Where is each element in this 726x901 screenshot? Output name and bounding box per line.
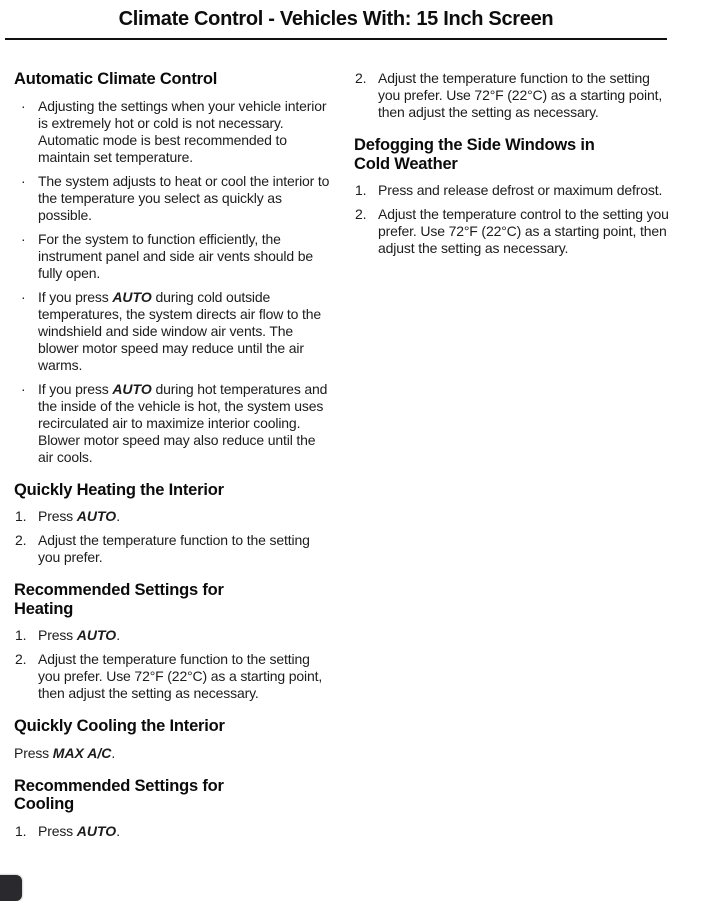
item-text <box>38 381 327 465</box>
item-number: 1. <box>15 627 27 643</box>
item-text <box>378 182 662 198</box>
section-heading: Recommended Settings for Heating <box>14 581 224 618</box>
item-text <box>38 173 329 223</box>
item-text <box>38 627 120 643</box>
text-run: Press <box>38 508 77 524</box>
numbered-item <box>354 70 670 121</box>
bullet-item <box>14 381 330 466</box>
text-run: . <box>116 822 120 839</box>
item-text <box>38 508 120 524</box>
numbered-list <box>354 182 670 257</box>
numbered-item <box>354 206 670 257</box>
item-text <box>378 206 669 256</box>
text-run: Press <box>14 744 53 761</box>
numbered-list <box>14 627 330 702</box>
title-rule <box>5 7 667 40</box>
bullet-list <box>14 98 330 466</box>
text-run: . <box>116 627 120 643</box>
item-number: 2. <box>355 206 367 222</box>
bullet-marker: · <box>21 380 26 397</box>
text-run: Adjust the temperature function to the setting you prefer. <box>38 532 310 565</box>
item-number: 1. <box>15 822 27 839</box>
text-run: during cold outside temperatures, the system directs air flow to the windshield and side window air vents. The blower motor speed may reduce until the air warms. <box>38 288 322 373</box>
item-number: 1. <box>15 508 27 524</box>
control-keyword: AUTO <box>76 822 117 839</box>
section-heading: Defogging the Side Windows in Cold Weather <box>354 136 595 173</box>
numbered-item <box>14 651 330 702</box>
section-heading: Quickly Heating the Interior <box>14 480 224 499</box>
bullet-item <box>14 173 330 224</box>
text-run: For the system to function efficiently, the instrument panel and side air vents should be fully open. <box>38 230 313 281</box>
section-heading: Recommended Settings for Cooling <box>14 776 224 813</box>
text-run: If you press <box>38 380 113 397</box>
numbered-list <box>14 508 330 566</box>
item-text <box>38 289 321 373</box>
numbered-list <box>354 70 670 121</box>
numbered-item <box>14 823 330 840</box>
control-keyword: AUTO <box>76 508 117 524</box>
item-number: 2. <box>355 70 367 86</box>
bullet-marker: · <box>21 172 26 189</box>
text-run: . <box>116 508 120 524</box>
column-left <box>14 70 330 847</box>
item-text <box>38 532 310 565</box>
item-text <box>38 231 313 281</box>
text-run: Adjust the temperature function to the setting you prefer. Use 72°F (22°C) as a starting point, then adjust the setting as necessary. <box>38 651 323 701</box>
control-keyword: MAX A/C <box>52 744 112 761</box>
text-run: Adjust the temperature function to the setting you prefer. Use 72°F (22°C) as a starting point, then adjust the setting as necessary. <box>378 70 663 120</box>
item-text <box>38 98 326 165</box>
bullet-marker: · <box>21 97 26 114</box>
section-heading: Quickly Cooling the Interior <box>14 717 225 735</box>
numbered-item <box>14 627 330 644</box>
numbered-item <box>354 182 670 199</box>
text-run: Press and release defrost or maximum defrost. <box>378 182 663 198</box>
item-number: 2. <box>15 532 27 548</box>
control-keyword: AUTO <box>112 380 152 397</box>
item-text <box>38 651 322 701</box>
item-text <box>378 70 662 120</box>
text-run: . <box>111 744 116 761</box>
item-number: 1. <box>355 182 367 198</box>
paragraph <box>14 745 330 762</box>
control-keyword: AUTO <box>76 627 117 643</box>
numbered-item <box>14 532 330 566</box>
bullet-marker: · <box>21 288 26 305</box>
section-heading: Automatic Climate Control <box>14 70 218 88</box>
document-body <box>14 70 726 847</box>
corner-widget-fragment[interactable] <box>0 875 22 901</box>
text-run: Adjust the temperature control to the setting you prefer. Use 72°F (22°C) as a starting point, then adjust the setting as necessary. <box>378 206 669 256</box>
numbered-item <box>14 508 330 525</box>
bullet-item <box>14 98 330 166</box>
column-right <box>354 70 670 847</box>
text-run: Adjusting the settings when your vehicle interior is extremely hot or cold is not necessary. Automatic mode is best recommended to maintain set temperature. <box>38 97 327 165</box>
page-title: Climate Control - Vehicles With: 15 Inch Screen <box>118 8 554 30</box>
text-run: during hot temperatures and the inside of the vehicle is hot, the system uses recirculated air to maximize interior cooling. Blower motor speed may also reduce until the air cools. <box>38 380 328 465</box>
text-run: Press <box>38 627 77 643</box>
bullet-marker: · <box>21 230 26 247</box>
text-run: Press <box>38 822 77 839</box>
bullet-item <box>14 231 330 282</box>
item-number: 2. <box>15 651 27 667</box>
numbered-list <box>14 823 330 840</box>
control-keyword: AUTO <box>112 288 152 305</box>
text-run: The system adjusts to heat or cool the interior to the temperature you select as quickly as possible. <box>38 172 330 223</box>
text-run: If you press <box>38 288 113 305</box>
item-text <box>38 823 120 839</box>
bullet-item <box>14 289 330 374</box>
